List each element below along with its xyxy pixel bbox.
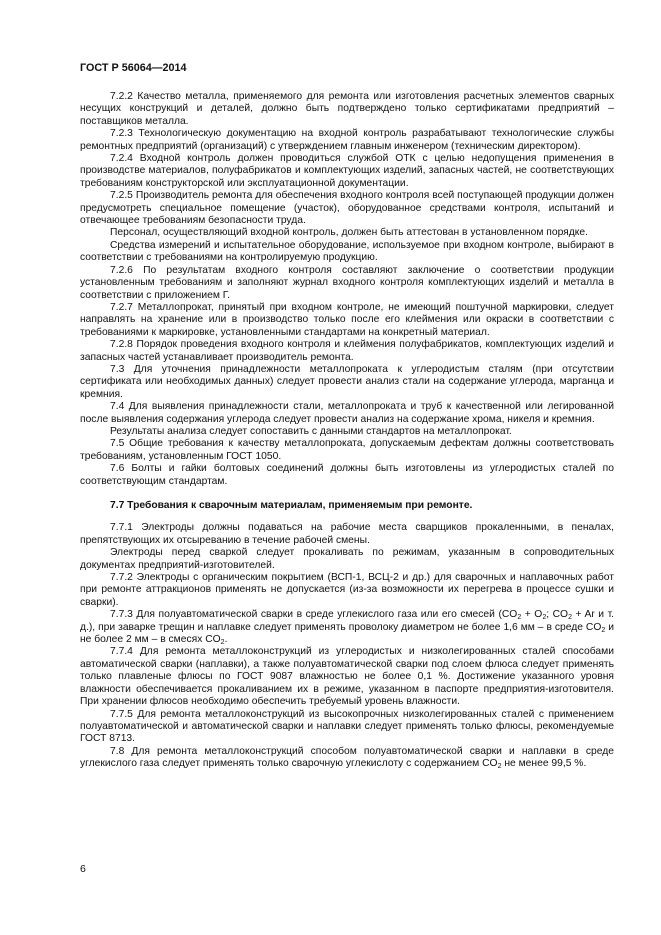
text-segment: 7.8 Для ремонта металлоконструкций способом полуавтоматической сварки и наплавки в среде углекислого газа следует применять только сварочную углекислоту с содержанием CO [80,745,614,770]
paragraph-7-7-4: 7.7.4 Для ремонта металлоконструкций из углеродистых и низколегированных сталей способами автоматической сварки (наплавки), а также полуавтоматической сварки под слоем флюса следует применять только плавленые флюсы по ГОСТ 9087 влажностью не более 0,1 %. Достижение указанного уровня влажности обеспечивается прокаливанием их в режиме, указанном в паспорте предприятия-изготовителя. При хранении флюсов необходимо обеспечить требуемый уровень влажности. [80,646,614,708]
document-header: ГОСТ Р 56064—2014 [80,62,187,74]
paragraph-7-7-3 [80,609,614,646]
text-segment: + O [521,609,543,621]
text-segment: не менее 99,5 %. [501,758,587,770]
paragraph-instruments: Средства измерений и испытательное оборудование, используемое при входном контроле, выбирают в соответствии с требованиями на контролируемую продукцию. [80,239,614,264]
paragraph-7-2-4: 7.2.4 Входной контроль должен проводиться службой ОТК с целью недопущения применения в производстве материалов, полуфабрикатов и комплектующих изделий, запасных частей, не соответствующих требованиям конструкторской или эксплуатационной документации. [80,153,614,189]
paragraph-7-5: 7.5 Общие требования к качеству металлопроката, допускаемым дефектам должны соответствовать требованиям, установленным ГОСТ 1050. [80,438,614,462]
subscript: 2 [542,614,547,622]
subscript: 2 [601,626,606,634]
text-segment: 7.7.3 Для полуавтоматической сварки в среде углекислого газа или его смесей (CO [110,609,518,621]
paragraph-7-2-7: 7.2.7 Металлопрокат, принятый при входном контроле, не имеющий поштучной маркировки, следует направлять на хранение или в производство только после его клеймения или окраски в соответствии с требованиями к маркировке, установленными стандартами на конкретный материал. [80,301,614,338]
section-heading-7-7: 7.7 Требования к сварочным материалам, применяемым при ремонте. [110,500,473,511]
paragraph-7-2-3: 7.2.3 Технологическую документацию на входной контроль разрабатывают технологические службы ремонтных предприятий (организаций) с утверждением главным инженером (техническим директором). [80,128,614,152]
subscript: 2 [568,614,572,622]
subscript: 2 [497,763,502,771]
text-segment: ; CO [546,609,569,621]
paragraph-personnel: Персонал, осуществляющий входной контроль, должен быть аттестован в установленном порядке. [110,227,588,239]
text-segment: и не более 2 мм – в смесях CO [80,621,614,646]
subscript: 2 [517,614,522,622]
text-segment: . [224,634,228,646]
paragraph-7-2-8: 7.2.8 Порядок проведения входного контроля и клеймения полуфабрикатов, комплектующих изделий и запасных частей устанавливает производитель ремонта. [80,339,614,363]
paragraph-electrodes: Электроды перед сваркой следует прокаливать по режимам, указанным в сопроводительных документах предприятий-изготовителей. [80,547,614,571]
paragraph-7-8 [80,746,614,771]
paragraph-7-4: 7.4 Для выявления принадлежности стали, металлопроката и труб к качественной или легированной после выявления содержания углерода следует провести анализ на содержание хрома, никеля и кремния. [80,401,614,425]
subscript: 2 [220,639,225,647]
paragraph-7-6: 7.6 Болты и гайки болтовых соединений должны быть изготовлены из углеродистых сталей по соответствующим стандартам. [80,463,614,487]
document-body [80,91,614,771]
paragraph-7-2-2: 7.2.2 Качество металла, применяемого для ремонта или изготовления расчетных элементов сварных несущих конструкций и деталей, должно быть подтверждено только сертификатами предприятий – поставщиков металла. [80,91,614,127]
paragraph-7-7-1: 7.7.1 Электроды должны подаваться на рабочие места сварщиков прокаленными, в пеналах, препятствующих их отсыреванию в течение рабочей смены. [80,522,614,546]
paragraph-7-2-5: 7.2.5 Производитель ремонта для обеспечения входного контроля всей поступающей продукции должен предусмотреть специальное помещение (участок), оборудованное средствами контроля, испытаний и отвечающее требованиям безопасности труда. [80,190,614,227]
paragraph-7-3: 7.3 Для уточнения принадлежности металлопроката к углеродистым сталям (при отсутствии сертификата или необходимых данных) следует провести анализ стали на содержание углерода, марганца и кремния. [80,363,614,400]
text-segment: + Ar и т. д.), при заварке трещин и наплавке следует применять проволоку диаметром не более 1,6 мм – в среде CO [80,609,615,633]
paragraph-7-7-5: 7.7.5 Для ремонта металлоконструкций из высокопрочных низколегированных сталей с применением полуавтоматической и автоматической сварки и наплавки следует применять только флюсы, рекомендуемые ГОСТ 8713. [80,708,614,745]
paragraph-7-2-6: 7.2.6 По результатам входного контроля составляют заключение о соответствии продукции установленным требованиям и заполняют журнал входного контроля комплектующих изделий и металла в соответствии с приложением Г. [80,264,614,301]
paragraph-7-7-2: 7.7.2 Электроды с органическим покрытием (ВСП-1, ВСЦ-2 и др.) для сварочных и наплавочных работ при ремонте аттракционов применять не допускается (из-за возможности их перегрева в процессе сушки и сварки). [80,572,614,608]
paragraph-analysis-results: Результаты анализа следует сопоставить с данными стандартов на металлопрокат. [110,425,512,437]
page-number: 6 [80,863,86,875]
